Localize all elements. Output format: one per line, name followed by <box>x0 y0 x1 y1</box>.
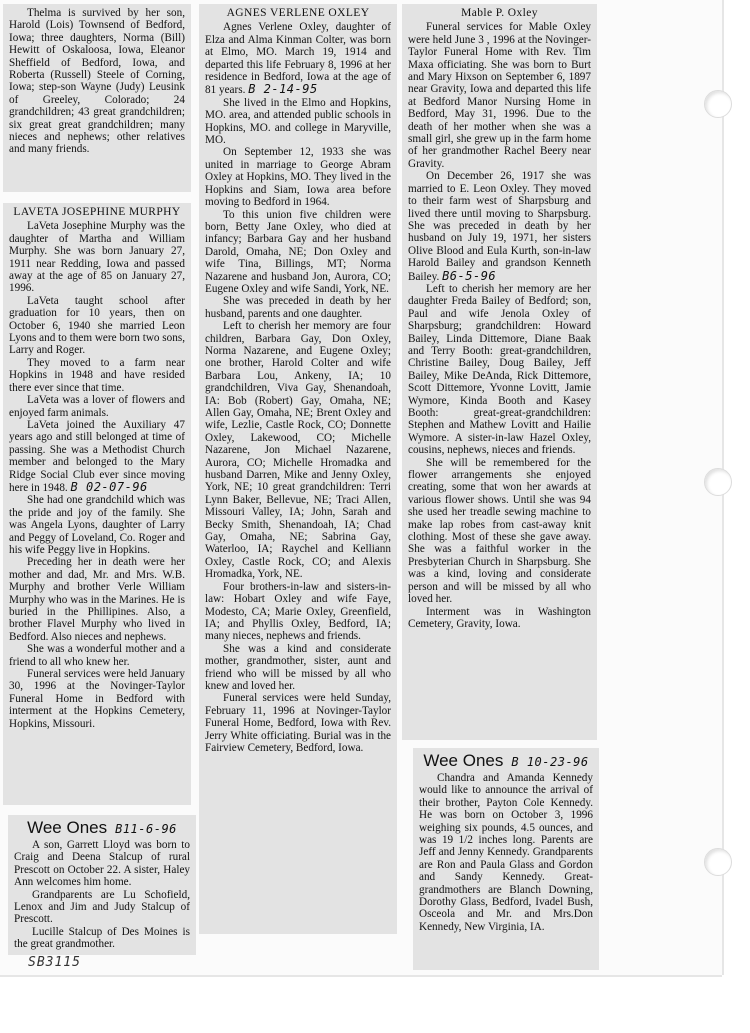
thelma-obituary-clipping <box>3 4 191 192</box>
binder-hole-top <box>704 90 732 118</box>
mable-p2-block <box>408 170 591 283</box>
laveta-murphy-obituary <box>3 203 191 805</box>
laveta-p8: She was a wonderful mother and a friend to all who knew her. <box>9 643 185 668</box>
wee2-header <box>419 751 593 772</box>
wee2-title: Wee Ones <box>423 751 504 770</box>
agnes-p6: Left to cherish her memory are four children, Barbara Gay, Don Oxley, Norma Nazarene, and Eugene Oxley; one brother, Harold Colter and wife Barbara Lou, Ankeny, IA; 10 grandchildren, Viva Gay, Shenandoah, IA: Bob (Robert) Gay, Omaha, NE; Allen Gay, Omaha, NE; Brent Oxley and wife, Lezlie, Castle Rock, CO; Donnette Oxley, Lakewood, CO; Michelle Nazarene, Jon Michael Nazarene, Aurora, CO; Michelle Hromadka and husband Darren, Mike and Jenny Oxley, York, NE; 10 great grandchildren: Terri Lynn Baker, Bellevue, NE; Traci Allen, Missouri Valley, IA; John, Sarah and Becky Smith, Shenandoah, IA; Chad Gay, Omaha, NE; Sabrina Gay, Waterloo, IA; Raychel and Kelliann Oxley, Castle Rock, CO; and Alexis Hromadka, York, NE. <box>205 320 391 581</box>
wee1-p3: Lucille Stalcup of Des Moines is the great grandmother. <box>14 925 190 951</box>
mable-p3: Left to cherish her memory are her daughter Freda Bailey of Bedford; son, Paul and wife Jenola Oxley of Sharpsburg; grandchildren: Howard Bailey, Linda Dittemore, Diane Baak and Terry Booth: great-grandchildren, Christine Bailey, Doug Bailey, Jeff Bailey, Mike DeAnda, Rick Dittemore, Scott Dittemore, Yvonne Lovitt, Jamie Wymore, Kinda Booth and Kasey Booth: great-great-grandchildren: Stephen and Mathew Lovitt and Hailie Wymore. A sister-in-law Hazel Oxley, cousins, nephews, nieces and friends. <box>408 282 591 457</box>
page-bottom-edge <box>0 975 722 977</box>
mable-handwritten-note: B6-5-96 <box>442 268 497 283</box>
mable-p2: On December 26, 1917 she was married to E. Leon Oxley. They moved to their farm west of Sharpsburg and lived there until moving to Sharpsburg. She was preceded in death by her husband on July 19, 1971, her sisters Olive Blood and Eula Kurth, son-in-law Harold Bailey and grandson Kenneth Bailey. <box>408 170 591 283</box>
mable-p5: Interment was in Washington Cemetery, Gravity, Iowa. <box>408 605 591 630</box>
wee-ones-kennedy-clipping <box>413 748 599 970</box>
wee1-title: Wee Ones <box>27 818 108 837</box>
binder-hole-bottom <box>704 848 732 876</box>
wee1-p1: A son, Garrett Lloyd was born to Craig and Deena Stalcup of rural Prescott on October 22. A sister, Haley Ann welcomes him home. <box>14 839 190 889</box>
laveta-p2: LaVeta taught school after graduation for 10 years, then on October 6, 1940 she married Leon Lyons and to them were born two sons, Larry and Roger. <box>9 294 185 357</box>
laveta-p1: LaVeta Josephine Murphy was the daughter of Martha and William Murphy. She was born January 27, 1911 near Redding, Iowa and passed away at the age of 85 on January 27, 1996. <box>9 220 185 295</box>
agnes-p2: She lived in the Elmo and Hopkins, MO. area, and attended public schools in Hopkins, MO. and college in Maryville, MO. <box>205 96 391 147</box>
laveta-p7: Preceding her in death were her mother and dad, Mr. and Mrs. W.B. Murphy and brother Verle William Murphy who was in the Marines. He is buried in the Phillipines. Also, a brother Flavel Murphy who lived in Bedford. Also nieces and nephews. <box>9 556 185 643</box>
laveta-title: LAVETA JOSEPHINE MURPHY <box>13 206 181 218</box>
agnes-p8: She was a kind and considerate mother, grandmother, sister, aunt and friend who will be missed by all who knew and loved her. <box>205 642 391 692</box>
agnes-p7: Four brothers-in-law and sisters-in-law: Hobart Oxley and wife Faye, Modesto, CA; Marie Oxley, Greenfield, IA; and Phyllis Oxley, Bedford, IA; many nieces, nephews and friends. <box>205 580 391 643</box>
agnes-title: AGNES VERLENE OXLEY <box>226 7 370 19</box>
wee1-handwritten-note: B11-6-96 <box>115 822 177 836</box>
wee1-p2: Grandparents are Lu Schofield, Lenox and Jim and Judy Stalcup of Prescott. <box>14 888 190 926</box>
laveta-handwritten-note: B 02-07-96 <box>70 479 148 494</box>
mable-oxley-obituary <box>402 4 597 740</box>
agnes-p1-block <box>205 21 391 96</box>
laveta-p9: Funeral services were held January 30, 1996 at the Novinger-Taylor Funeral Home in Bedford with interment at the Hopkins Cemetery, Hopkins, Missouri. <box>9 668 185 730</box>
thelma-survivors-text: Thelma is survived by her son, Harold (Lois) Townsend of Bedford, Iowa; three daughters, Norma (Bill) Hewitt of Oskaloosa, Iowa, Eleanor Sheffield of Bedford, Iowa, and Roberta (Russell) Steele of Corning, Iowa; step-son Wayne (Judy) Leusink of Greeley, Colorado; 24 grandchildren; 43 great grandchildren; six great great grandchildren; many nieces and nephews; other relatives and many friends. <box>9 7 185 156</box>
mable-p4: She will be remembered for the flower arrangements she enjoyed creating, some that won her awards at various flower shows. Until she was 94 she used her treadle sewing machine to make lap robes from cast-away knit clothing. Most of these she gave away. She was a faithful worker in the Presbyterian Church in Sharpsburg. She was a kind, loving and considerate person and will be missed by all who loved her. <box>408 456 591 606</box>
laveta-p4: LaVeta was a lover of flowers and enjoyed farm animals. <box>9 394 185 419</box>
agnes-p3: On September 12, 1933 she was united in marriage to George Abram Oxley at Hopkins, MO. They lived in the Hopkins and Siam, Iowa area before moving to Bedford in 1964. <box>205 146 391 209</box>
laveta-p5: LaVeta joined the Auxiliary 47 years ago and still belonged at time of passing. She was a Methodist Church member and belonged to the Mary Ridge Social Club ever since moving here in 1948. <box>9 418 185 494</box>
agnes-p1: Agnes Verlene Oxley, daughter of Elza and Alma Kinman Colter, was born at Elmo, MO. March 19, 1914 and departed this life February 8, 1996 at her residence in Bedford, Iowa at the age of 81 years. <box>205 21 391 97</box>
agnes-p5: She was preceded in death by her husband, parents and one daughter. <box>205 295 391 320</box>
wee1-header <box>14 818 190 839</box>
laveta-p6: She had one grandchild which was the pride and joy of the family. She was Angela Lyons, daughter of Larry and Peggy of Loveland, Co. Roger and his wife Peggy live in Hopkins. <box>9 494 185 556</box>
wee-ones-stalcup-clipping <box>8 815 196 955</box>
wee2-handwritten-note: B 10-23-96 <box>511 755 589 769</box>
laveta-p3: They moved to a farm near Hopkins in 1948 and have resided there ever since that time. <box>9 356 185 394</box>
agnes-oxley-obituary <box>199 4 397 934</box>
mable-p1: Funeral services for Mable Oxley were held June 3 , 1996 at the Novinger-Taylor Funeral Home with Rev. Tim Maxa officiating. She was born to Burt and Mary Hixson on September 6, 1897 near Gravity, Iowa and departed this life at Bedford Manor Nursing Home in Bedford, May 31, 1996. Due to the death of her mother when she was a small girl, she grew up in the farm home of her grandmother Rachel Beery near Gravity. <box>408 21 591 170</box>
scrapbook-page-code: SB3115 <box>28 955 81 970</box>
agnes-handwritten-note: B 2-14-95 <box>248 82 318 97</box>
laveta-p5-block <box>9 419 185 494</box>
wee2-p1: Chandra and Amanda Kennedy would like to announce the arrival of their brother, Payton Cole Kennedy. He was born on October 3, 1996 weighing six pounds, 4.5 ounces, and was 19 1/2 inches long. Parents are Jeff and Jenny Kennedy. Grandparents are Ron and Paula Glass and Gordon and Sandy Kennedy. Great-grandmothers are Blanch Downing, Dorothy Glass, Bedford, Ivadel Bush, Osceola and Mr. and Mrs.Don Kennedy, New Virginia, IA. <box>419 772 593 933</box>
agnes-p9: Funeral services were held Sunday, February 11, 1996 at Novinger-Taylor Funeral Home, Bedford, Iowa with Rev. Jerry White officiating. Burial was in the Fairview Cemetery, Bedford, Iowa. <box>205 692 391 754</box>
agnes-p4: To this union five children were born, Betty Jane Oxley, who died at infancy; Barbara Gay and her husband Darold, Omaha, NE; Don Oxley and wife Tina, Billings, MT; Norma Nazarene and husband Jon, Aurora, CO; Eugene Oxley and wife Sandi, York, NE. <box>205 208 391 295</box>
mable-title: Mable P. Oxley <box>461 7 538 19</box>
binder-hole-middle <box>704 468 732 496</box>
